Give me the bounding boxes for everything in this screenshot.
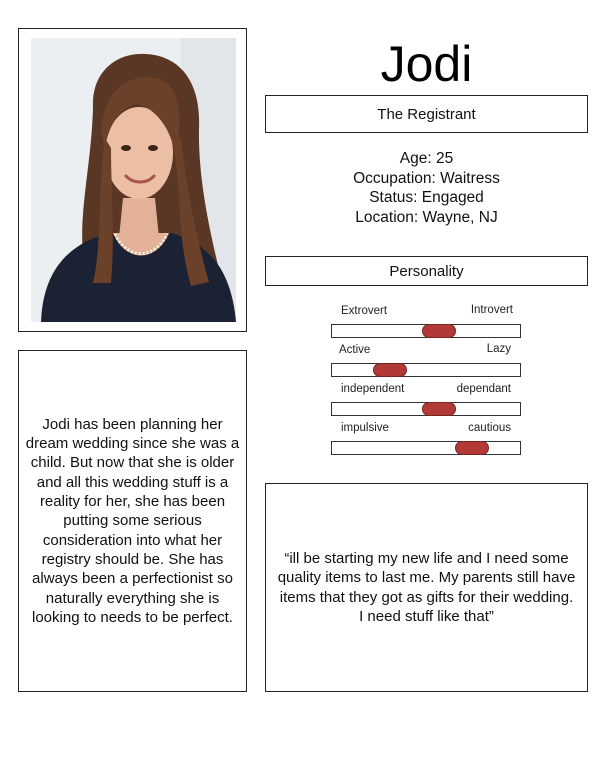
trait-right-label: Lazy bbox=[486, 343, 511, 355]
age-field: Age: 25 bbox=[399, 150, 454, 167]
location-field: Location: Wayne, NJ bbox=[355, 208, 498, 226]
quote-panel bbox=[265, 483, 588, 692]
photo-frame bbox=[18, 28, 247, 332]
bio-text: Jodi has been planning her dream wedding since she was a child. But now that she is older and all this wedding stuff is a reality for her, she has been putting some serious consideration into what her registry should be. She has always been a perfectionist so naturally everything she is looking to needs to be perfect. bbox=[25, 415, 240, 626]
bio-panel bbox=[18, 350, 247, 692]
trait-slider-active bbox=[331, 344, 521, 378]
persona-name: Jodi bbox=[380, 36, 473, 92]
trait-right-label: dependant bbox=[456, 383, 511, 395]
quote-text: “ill be starting my new life and I need some quality items to last me. My parents still have items that they got as gifts for their wedding. I need stuff like that” bbox=[277, 549, 576, 625]
trait-slider-independent bbox=[331, 383, 521, 417]
trait-left-label: impulsive bbox=[341, 422, 389, 434]
trait-left-label: independent bbox=[341, 383, 405, 395]
trait-slider-impulsive bbox=[331, 422, 521, 456]
personality-heading: Personality bbox=[265, 256, 588, 286]
trait-knob bbox=[373, 363, 407, 377]
status-field: Status: Engaged bbox=[369, 189, 484, 206]
trait-right-label: Introvert bbox=[470, 304, 513, 316]
trait-right-label: cautious bbox=[468, 422, 511, 434]
persona-role: The Registrant bbox=[265, 95, 588, 133]
trait-knob bbox=[455, 441, 489, 455]
trait-left-label: Extrovert bbox=[341, 305, 388, 317]
trait-knob bbox=[422, 324, 456, 338]
trait-track bbox=[331, 441, 521, 455]
trait-left-label: Active bbox=[339, 344, 371, 356]
trait-track bbox=[331, 363, 521, 377]
trait-slider-extrovert bbox=[331, 305, 521, 339]
persona-facts bbox=[265, 149, 588, 227]
portrait-illustration bbox=[31, 38, 236, 322]
occupation-field: Occupation: Waitress bbox=[353, 169, 500, 187]
persona-photo bbox=[31, 38, 236, 322]
trait-knob bbox=[422, 402, 456, 416]
